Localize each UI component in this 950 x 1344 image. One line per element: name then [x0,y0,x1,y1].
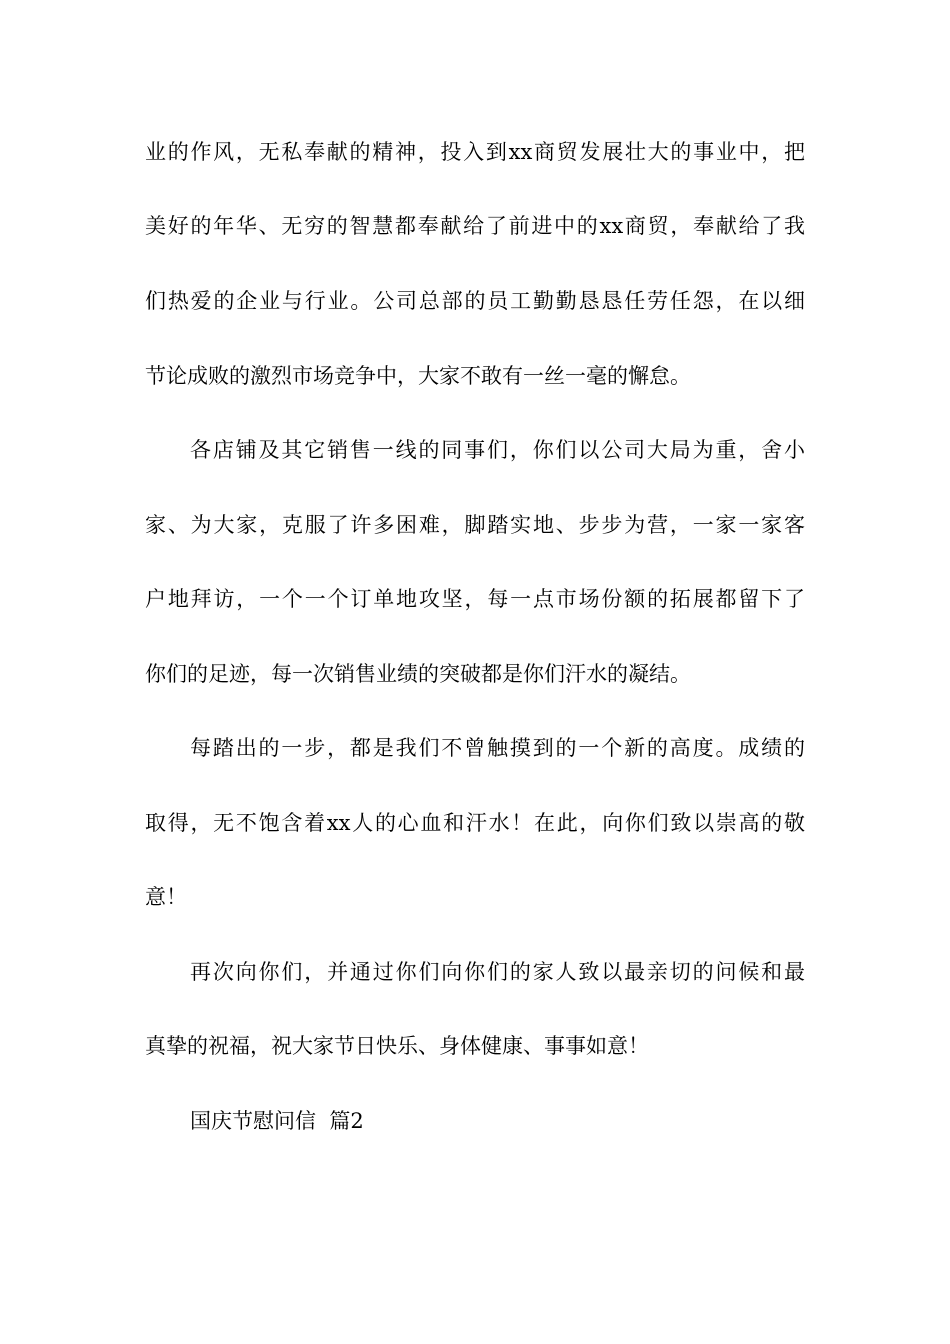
paragraph-4-line-2: 真挚的祝福，祝大家节日快乐、身体健康、事事如意！ [145,1034,649,1058]
paragraph-3-line-2: 取得，无不饱含着xx人的心血和汗水！在此，向你们致以崇高的敬 [145,811,805,835]
paragraph-2-line-4: 你们的足迹，每一次销售业绩的突破都是你们汗水的凝结。 [145,662,691,686]
paragraph-1-line-3: 们热爱的企业与行业。公司总部的员工勤勤恳恳任劳任怨，在以细 [145,289,805,313]
paragraph-3-line-1: 每踏出的一步，都是我们不曾触摸到的一个新的高度。成绩的 [190,736,805,760]
paragraph-1-line-4: 节论成败的激烈市场竞争中，大家不敢有一丝一毫的懈怠。 [145,364,691,388]
paragraph-1-line-1: 业的作风，无私奉献的精神，投入到xx商贸发展壮大的事业中，把 [145,140,805,164]
paragraph-3-line-3: 意！ [145,885,187,909]
section-heading: 国庆节慰问信 篇2 [190,1109,364,1133]
paragraph-4-line-1: 再次向你们，并通过你们向你们的家人致以最亲切的问候和最 [190,960,805,984]
paragraph-2-line-2: 家、为大家，克服了许多困难，脚踏实地、步步为营，一家一家客 [145,513,805,537]
paragraph-2-line-1: 各店铺及其它销售一线的同事们，你们以公司大局为重，舍小 [190,438,805,462]
paragraph-1-line-2: 美好的年华、无穷的智慧都奉献给了前进中的xx商贸，奉献给了我 [145,214,805,238]
paragraph-2-line-3: 户地拜访，一个一个订单地攻坚，每一点市场份额的拓展都留下了 [145,587,805,611]
